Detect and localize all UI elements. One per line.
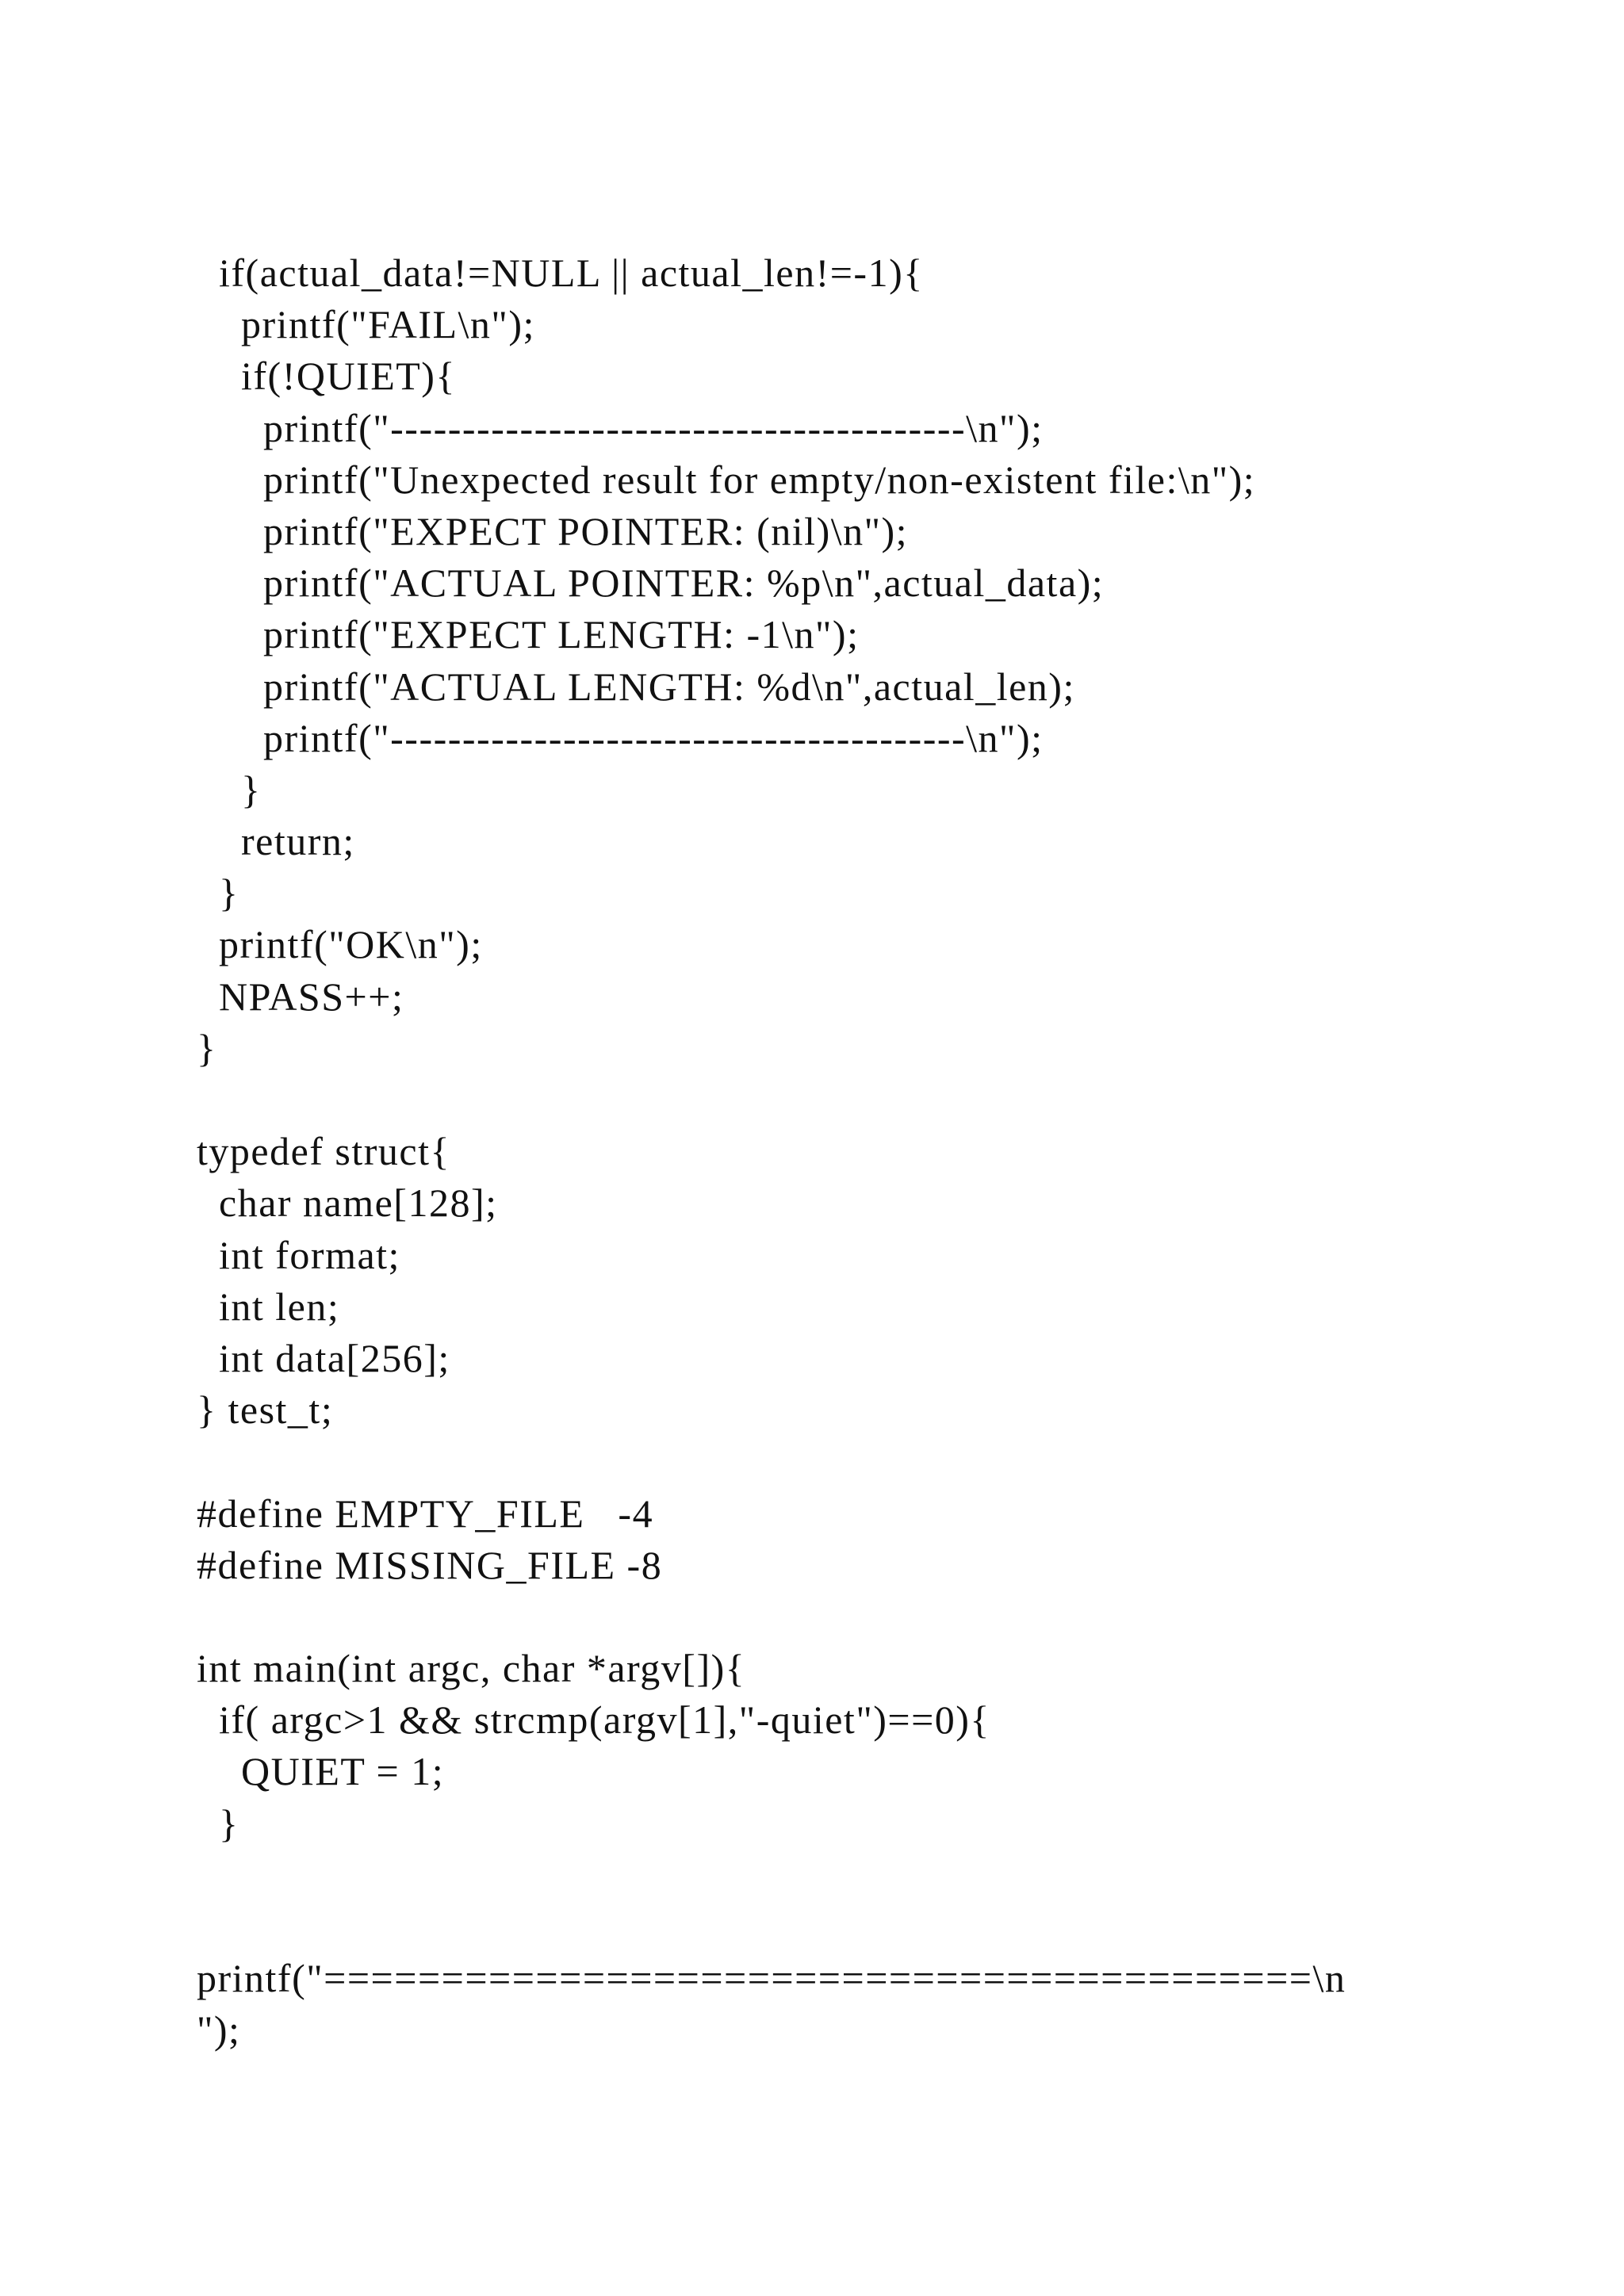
code-line: } [197,1800,239,1846]
code-line: printf("EXPECT POINTER: (nil)\n"); [197,508,909,553]
code-line: if(!QUIET){ [197,354,456,399]
code-line: #define MISSING_FILE -8 [197,1542,663,1587]
code-line: QUIET = 1; [197,1749,445,1794]
code-line: int format; [197,1232,400,1277]
code-line: if( argc>1 && strcmp(argv[1],"-quiet")==0){ [197,1697,990,1743]
blank-line [197,1901,1465,1953]
code-line: printf("==========================================\n [197,1956,1346,2001]
code-line: typedef struct{ [197,1129,451,1174]
code-line: printf("FAIL\n"); [197,302,535,347]
code-line: int len; [197,1284,340,1329]
code-line: int data[256]; [197,1335,450,1380]
code-line: #define EMPTY_FILE -4 [197,1490,654,1536]
code-line: } [197,871,239,916]
code-line: printf("----------------------------------------\n"); [197,715,1044,760]
code-line: printf("OK\n"); [197,922,483,967]
code-line: char name[128]; [197,1181,498,1226]
blank-line [197,1436,1465,1487]
code-line: NPASS++; [197,974,404,1019]
code-line: int main(int argc, char *argv[]){ [197,1646,746,1691]
code-line: } [197,1025,217,1070]
blank-line [197,1074,1465,1126]
code-line: printf("----------------------------------------\n"); [197,405,1044,450]
code-line: } test_t; [197,1387,334,1433]
code-line: printf("EXPECT LENGTH: -1\n"); [197,612,860,657]
blank-line [197,1850,1465,1901]
code-line: "); [197,2007,241,2053]
code-line: printf("ACTUAL POINTER: %p\n",actual_data); [197,561,1105,606]
code-line: printf("ACTUAL LENGTH: %d\n",actual_len); [197,664,1075,709]
code-line: if(actual_data!=NULL || actual_len!=-1){ [197,251,924,295]
code-line: } [197,767,262,812]
code-line: return; [197,819,355,864]
code-listing [197,247,1465,2057]
code-line: printf("Unexpected result for empty/non-existent file:\n"); [197,457,1256,502]
blank-line [197,1591,1465,1643]
